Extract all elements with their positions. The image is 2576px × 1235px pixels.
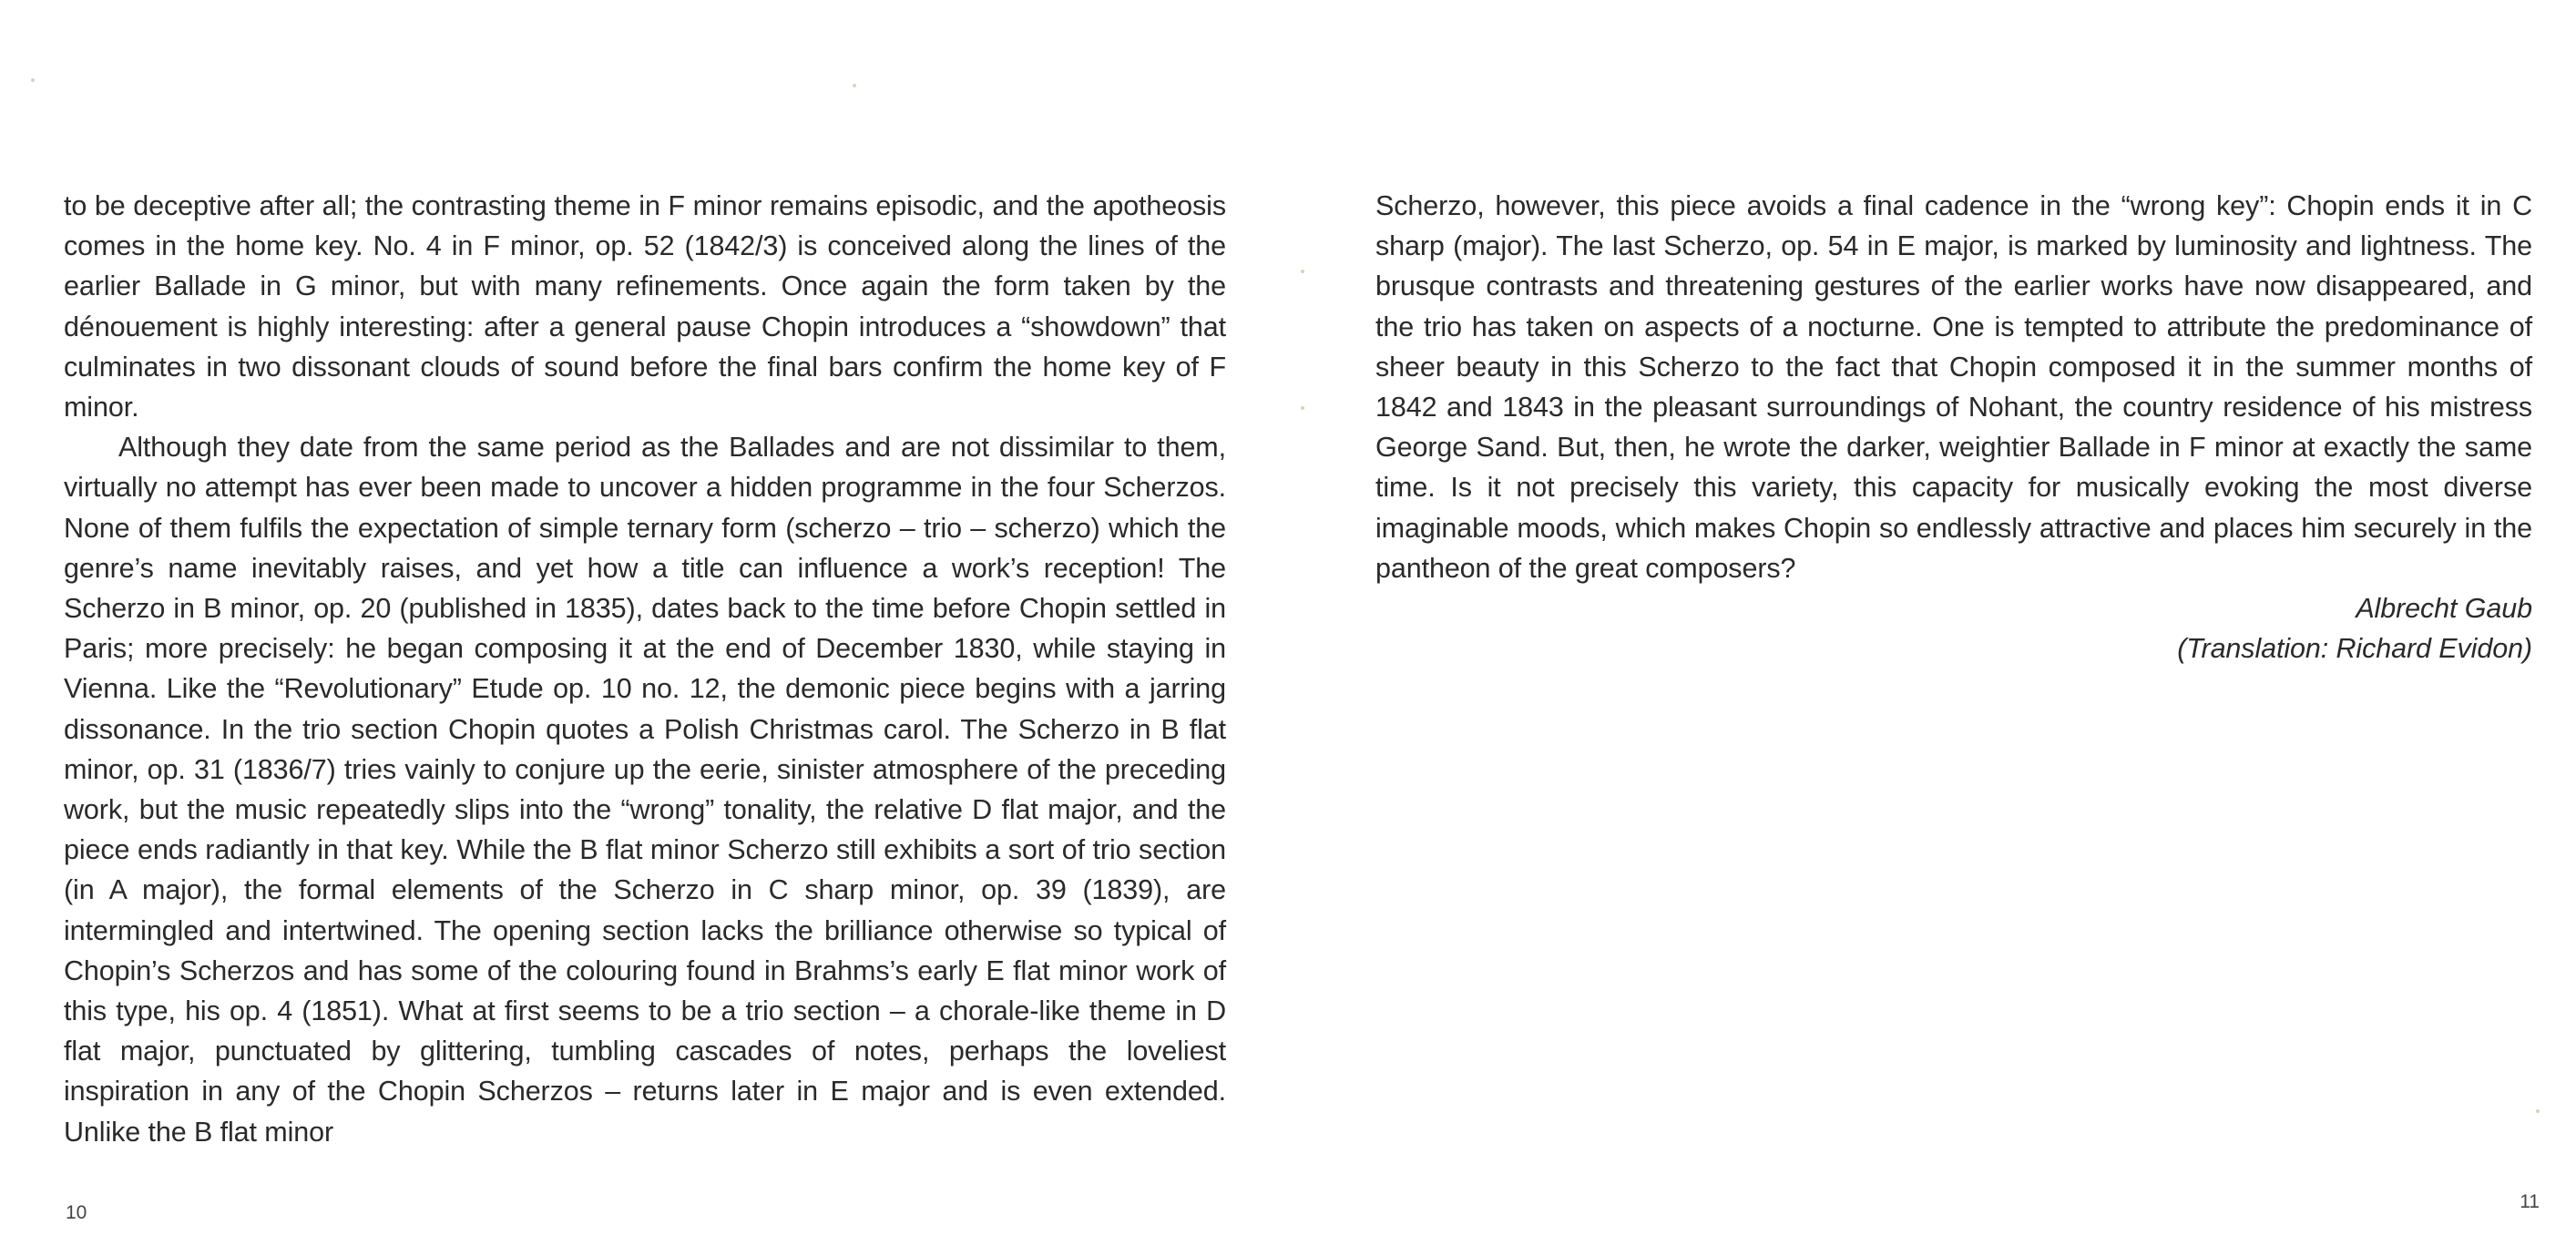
left-paragraph-1: to be deceptive after all; the contrasting theme in F minor remains episodic, and the apotheosis comes in the home key. No. 4 in F minor, op. 52 (1842/3) is conceived along the lines of the earlier Ballade in G minor, but with many refinements. Once again the form taken by the dénouement is highly interesting: after a general pause Chopin introduces a “showdown” that culminates in two dissonant clouds of sound before the final bars confirm the home key of F minor. [64,190,1226,424]
paper-speck [853,84,856,87]
right-page-text [1375,186,2532,669]
paper-speck [1301,406,1304,410]
left-page-text [64,186,1226,1152]
right-paragraph-1: Scherzo, however, this piece avoids a final cadence in the “wrong key”: Chopin ends it in C sharp (major). The last Scherzo, op. 54 in E major, is marked by luminosity and lightness. The brusque contrasts and threatening gestures of the earlier works have now disappeared, and the trio has taken on aspects of a nocturne. One is tempted to attribute the predominance of sheer beauty in this Scherzo to the fact that Chopin composed it in the summer months of 1842 and 1843 in the pleasant surroundings of Nohant, the country residence of his mistress George Sand. But, then, he wrote the darker, weightier Ballade in F minor at exactly the same time. Is it not precisely this variety, this capacity for musically evoking the most diverse imaginable moods, which makes Chopin so endlessly attractive and places him securely in the pantheon of the great composers? [1375,190,2532,584]
page-number-left: 10 [66,1202,87,1223]
translation-credit: (Translation: Richard Evidon) [2177,633,2532,665]
author-signature: Albrecht Gaub [2356,593,2532,625]
right-page [1288,0,2576,1235]
paper-speck [31,78,35,82]
page-number-right: 11 [2520,1191,2540,1212]
left-paragraph-2: Although they date from the same period as the Ballades and are not dissimilar to them, virtually no attempt has ever been made to uncover a hidden programme in the four Scherzos. None of them fulfils the expectation of simple ternary form (scherzo – trio – scherzo) which the genre’s name inevitably raises, and yet how a title can influence a work’s reception! The Scherzo in B minor, op. 20 (published in 1835), dates back to the time before Chopin settled in Paris; more precisely: he began composing it at the end of December 1830, while staying in Vienna. Like the “Revolutionary” Etude op. 10 no. 12, the demonic piece begins with a jarring dissonance. In the trio section Chopin quotes a Polish Christmas carol. The Scherzo in B flat minor, op. 31 (1836/7) tries vainly to conjure up the eerie, sinister atmosphere of the preceding work, but the music repeatedly slips into the “wrong” tonality, the relative D flat major, and the piece ends radiantly in that key. While the B flat minor Scherzo still exhibits a sort of trio section (in A major), the formal elements of the Scherzo in C sharp minor, op. 39 (1839), are intermingled and intertwined. The opening section lacks the brilliance otherwise so typical of Chopin’s Scherzos and has some of the colouring found in Brahms’s early E flat minor work of this type, his op. 4 (1851). What at first seems to be a trio section – a chorale-like theme in D flat major, punctuated by glittering, tumbling cascades of notes, perhaps the loveliest inspiration in any of the Chopin Scherzos – returns later in E major and is even extended. Unlike the B flat minor [64,432,1226,1148]
paper-speck [2536,1109,2540,1113]
